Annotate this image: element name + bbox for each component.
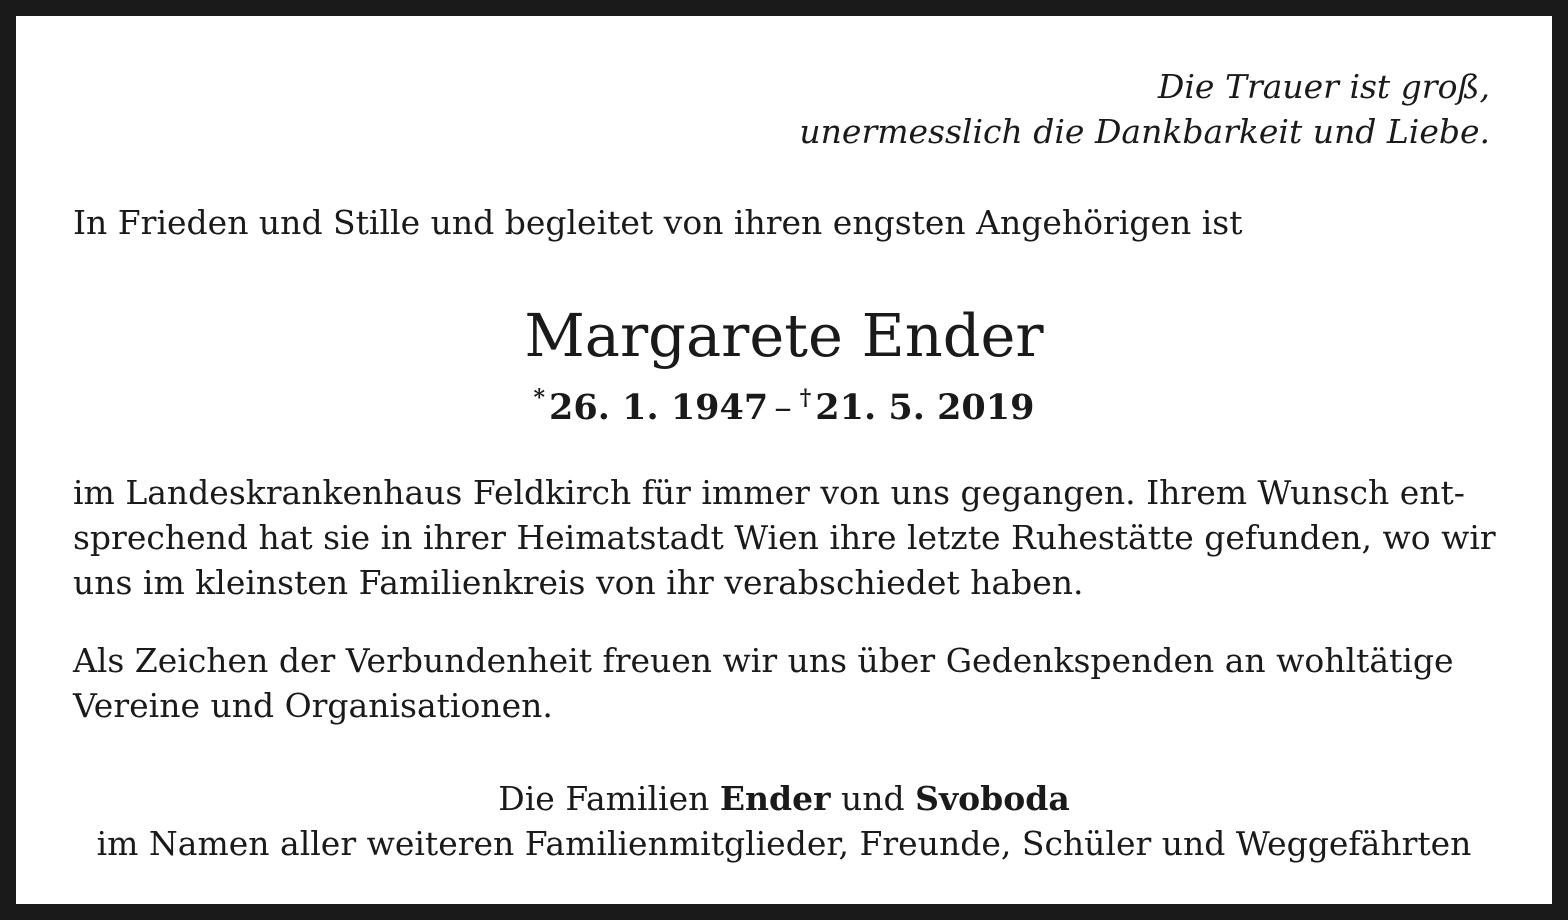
life-dates [0,374,1568,432]
signature-line-2: im Namen aller weiteren Familienmitglieder, Freunde, Schüler und Weggefährten [96,824,1472,863]
date-dash: – [774,388,792,428]
birth-date: 26. 1. 1947 [549,387,769,428]
paragraph-line: sprechend hat sie in ihrer Heimatstadt Wien ihre letzte Ruhestätte gefunden, wo wir [73,518,1496,557]
family-name-ender: Ender [719,779,831,818]
paragraph-line: uns im kleinsten Familienkreis von ihr verabschiedet haben. [73,563,1084,602]
paragraph-line: Als Zeichen der Verbundenheit freuen wir uns über Gedenkspenden an wohltätige [73,641,1454,680]
birth-star-icon: * [533,385,546,411]
death-cross-icon: † [799,385,812,411]
signature-families [0,776,1568,821]
death-date: 21. 5. 2019 [815,387,1035,428]
deceased-name: Margarete Ender [524,301,1044,370]
motto-line-1: Die Trauer ist groß, [1157,67,1490,106]
motto [799,64,1490,154]
intro-text: In Frieden und Stille und begleitet von ihren engsten Angehörigen ist [73,203,1243,242]
signature-prefix: Die Familien [498,779,710,818]
paragraph-line: im Landeskrankenhaus Feldkirch für immer von uns gegangen. Ihrem Wunsch ent- [73,473,1465,512]
signature-conjunction: und [841,779,905,818]
signature [0,776,1568,866]
donation-paragraph [73,638,1453,728]
announcement-paragraph [73,470,1496,605]
motto-line-2: unermesslich die Dankbarkeit und Liebe. [799,112,1490,151]
family-name-svoboda: Svoboda [915,779,1070,818]
paragraph-line: Vereine und Organisationen. [73,686,553,725]
